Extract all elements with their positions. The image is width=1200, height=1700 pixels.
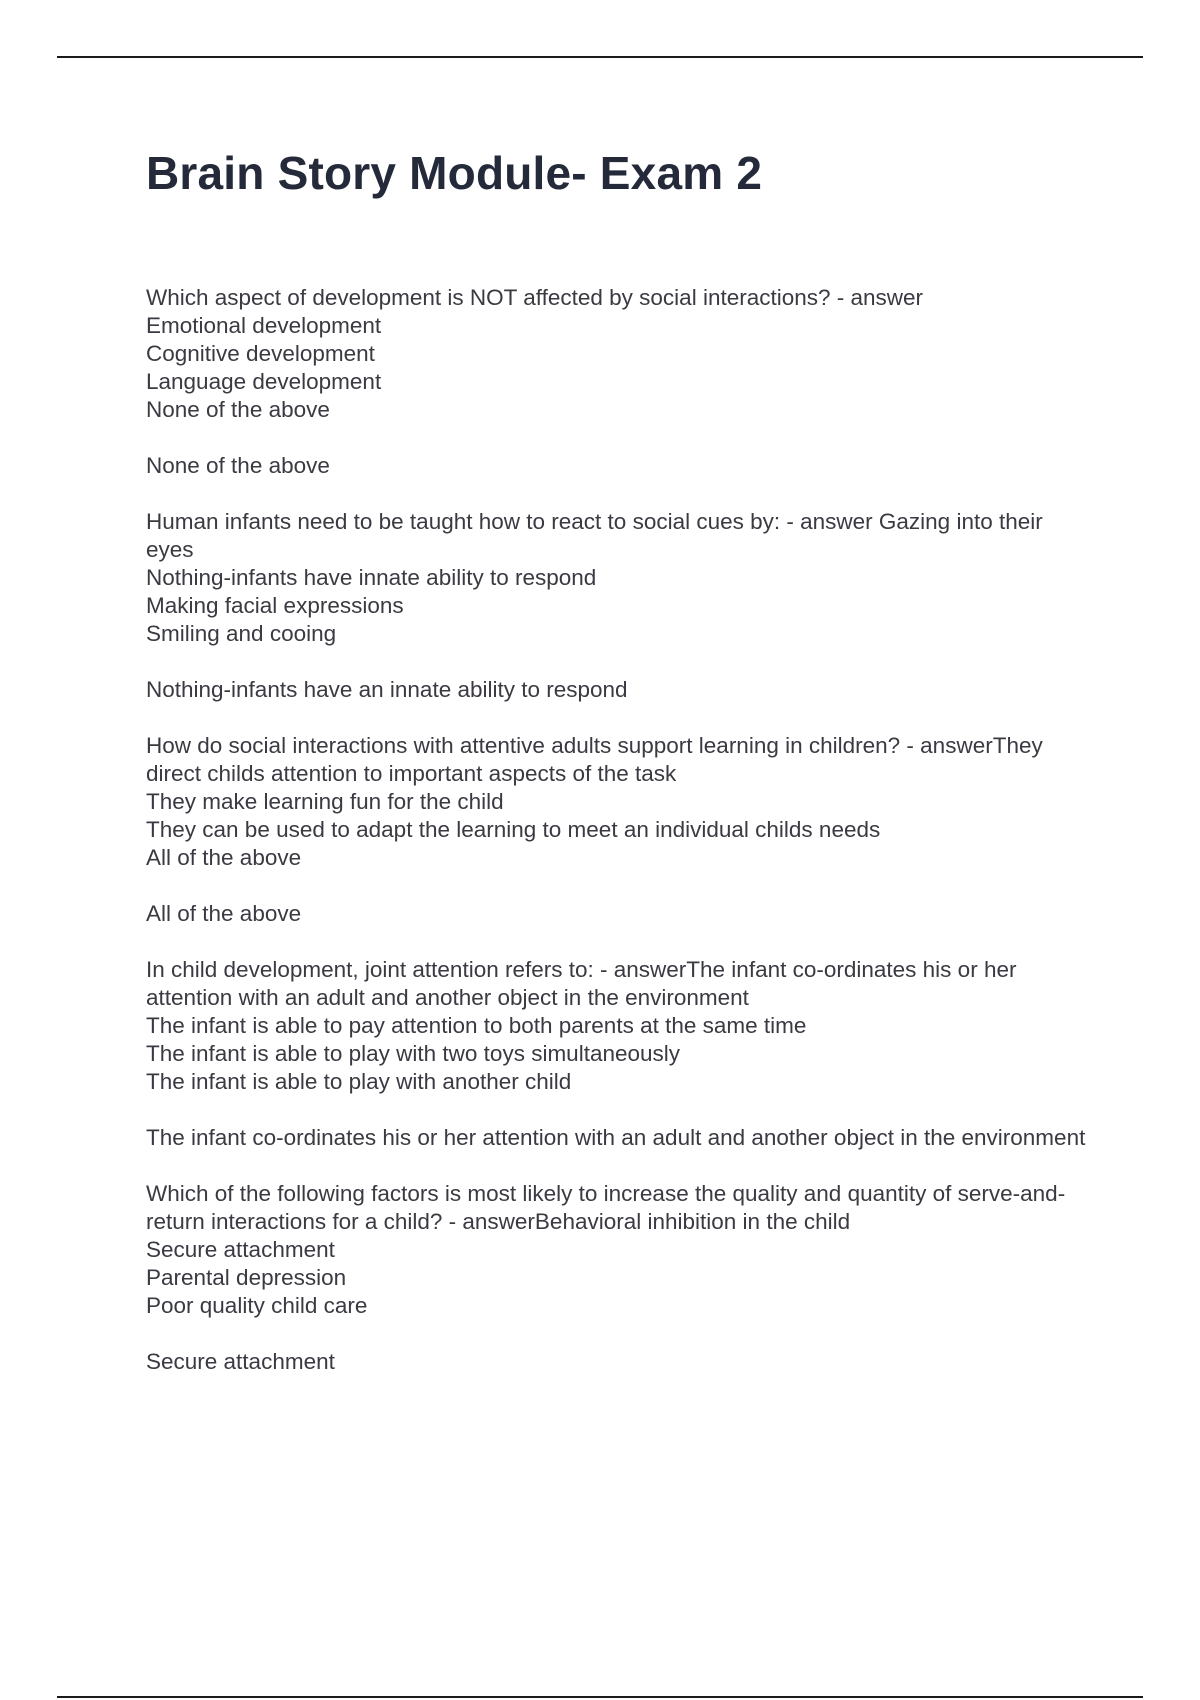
option-text: Secure attachment	[146, 1237, 335, 1262]
option-text: Cognitive development	[146, 341, 375, 366]
option-text: Emotional development	[146, 313, 382, 338]
option-text: They make learning fun for the child	[146, 789, 504, 814]
option-text: Smiling and cooing	[146, 621, 337, 646]
question-text: In child development, joint attention refers to: - answerThe infant co-ordinates his or her attention with an adult and another object in the environment	[146, 957, 1017, 1010]
question-text: Which of the following factors is most likely to increase the quality and quantity of serve-and-return interactions for a child? - answerBehavioral inhibition in the child	[146, 1181, 1066, 1234]
question-block	[146, 732, 1096, 928]
option-text: Parental depression	[146, 1265, 347, 1290]
option-text: All of the above	[146, 845, 302, 870]
question-list	[146, 284, 1096, 1404]
option-text: The infant is able to play with two toys simultaneously	[146, 1041, 681, 1066]
question-text: How do social interactions with attentive adults support learning in children? - answerThey direct childs attention to important aspects of the task	[146, 733, 1043, 786]
question-text: Which aspect of development is NOT affected by social interactions? - answer	[146, 285, 924, 310]
page-title: Brain Story Module- Exam 2	[146, 147, 763, 199]
answer-text: None of the above	[146, 453, 330, 478]
question-text: Human infants need to be taught how to react to social cues by: - answer Gazing into their eyes	[146, 509, 1043, 562]
bottom-divider	[57, 1696, 1143, 1698]
answer-text: Secure attachment	[146, 1349, 335, 1374]
answer-text: All of the above	[146, 901, 302, 926]
option-text: The infant is able to play with another child	[146, 1069, 572, 1094]
question-block	[146, 1180, 1096, 1376]
option-text: The infant is able to pay attention to both parents at the same time	[146, 1013, 807, 1038]
question-block	[146, 508, 1096, 704]
option-text: Poor quality child care	[146, 1293, 368, 1318]
option-text: Nothing-infants have innate ability to respond	[146, 565, 597, 590]
option-text: None of the above	[146, 397, 330, 422]
question-block	[146, 956, 1096, 1152]
option-text: Language development	[146, 369, 382, 394]
top-divider	[57, 56, 1143, 58]
question-block	[146, 284, 1096, 480]
option-text: They can be used to adapt the learning to meet an individual childs needs	[146, 817, 881, 842]
answer-text: The infant co-ordinates his or her attention with an adult and another object in the environment	[146, 1125, 1086, 1150]
option-text: Making facial expressions	[146, 593, 404, 618]
answer-text: Nothing-infants have an innate ability to respond	[146, 677, 628, 702]
